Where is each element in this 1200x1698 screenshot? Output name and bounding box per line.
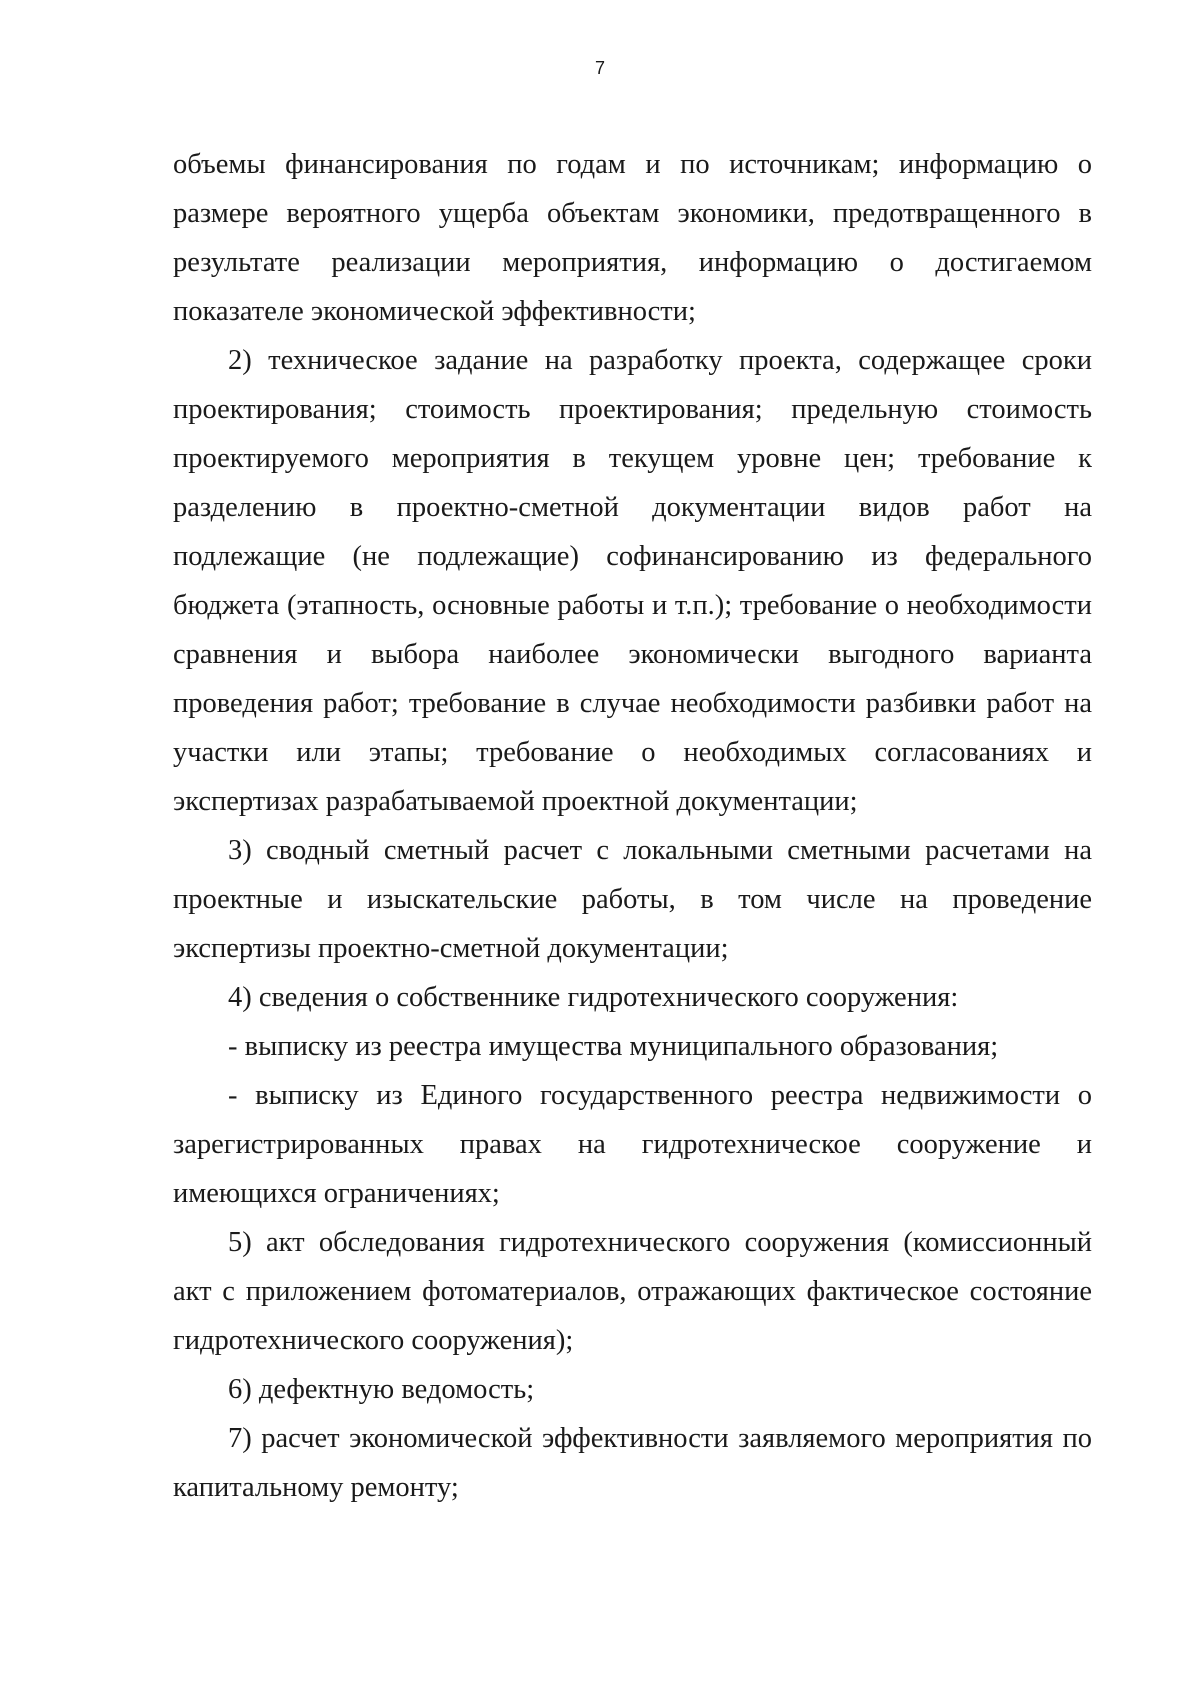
paragraph-item-7: 7) расчет экономической эффективности заявляемого мероприятия по капитальному ремонту;: [173, 1423, 1092, 1503]
paragraph-item-2: 2) техническое задание на разработку проекта, содержащее сроки проектирования; стоимость проектирования; предельную стоимость проектируемого мероприятия в текущем уровне цен; требование к разделению в проектно-сметной документации видов работ на подлежащие (не подлежащие) софинансированию из федерального бюджета (этапность, основные работы и т.п.); требование о необходимости сравнения и выбора наиболее экономически выгодного варианта проведения работ; требование в случае необходимости разбивки работ на участки или этапы; требование о необходимых согласованиях и экспертизах разрабатываемой проектной документации;: [173, 345, 1092, 817]
page-number: 7: [594, 58, 605, 78]
paragraph-item-6: 6) дефектную ведомость;: [228, 1374, 535, 1405]
paragraph-item-3: 3) сводный сметный расчет с локальными сметными расчетами на проектные и изыскательские работы, в том числе на проведение экспертизы проектно-сметной документации;: [173, 835, 1092, 964]
paragraph-continuation: объемы финансирования по годам и по источникам; информацию о размере вероятного ущерба объектам экономики, предотвращенного в результате реализации мероприятия, информацию о достигаемом показателе экономической эффективности;: [173, 149, 1092, 327]
document-body: [173, 140, 1092, 1512]
paragraph-item-4: 4) сведения о собственнике гидротехнического сооружения:: [228, 982, 959, 1013]
paragraph-item-5: 5) акт обследования гидротехнического сооружения (комиссионный акт с приложением фотоматериалов, отражающих фактическое состояние гидротехнического сооружения);: [173, 1227, 1092, 1356]
paragraph-item-4-dash-1: - выписку из реестра имущества муниципального образования;: [228, 1031, 999, 1062]
paragraph-item-4-dash-2: - выписку из Единого государственного реестра недвижимости о зарегистрированных правах на гидротехническое сооружение и имеющихся ограничениях;: [173, 1080, 1092, 1209]
